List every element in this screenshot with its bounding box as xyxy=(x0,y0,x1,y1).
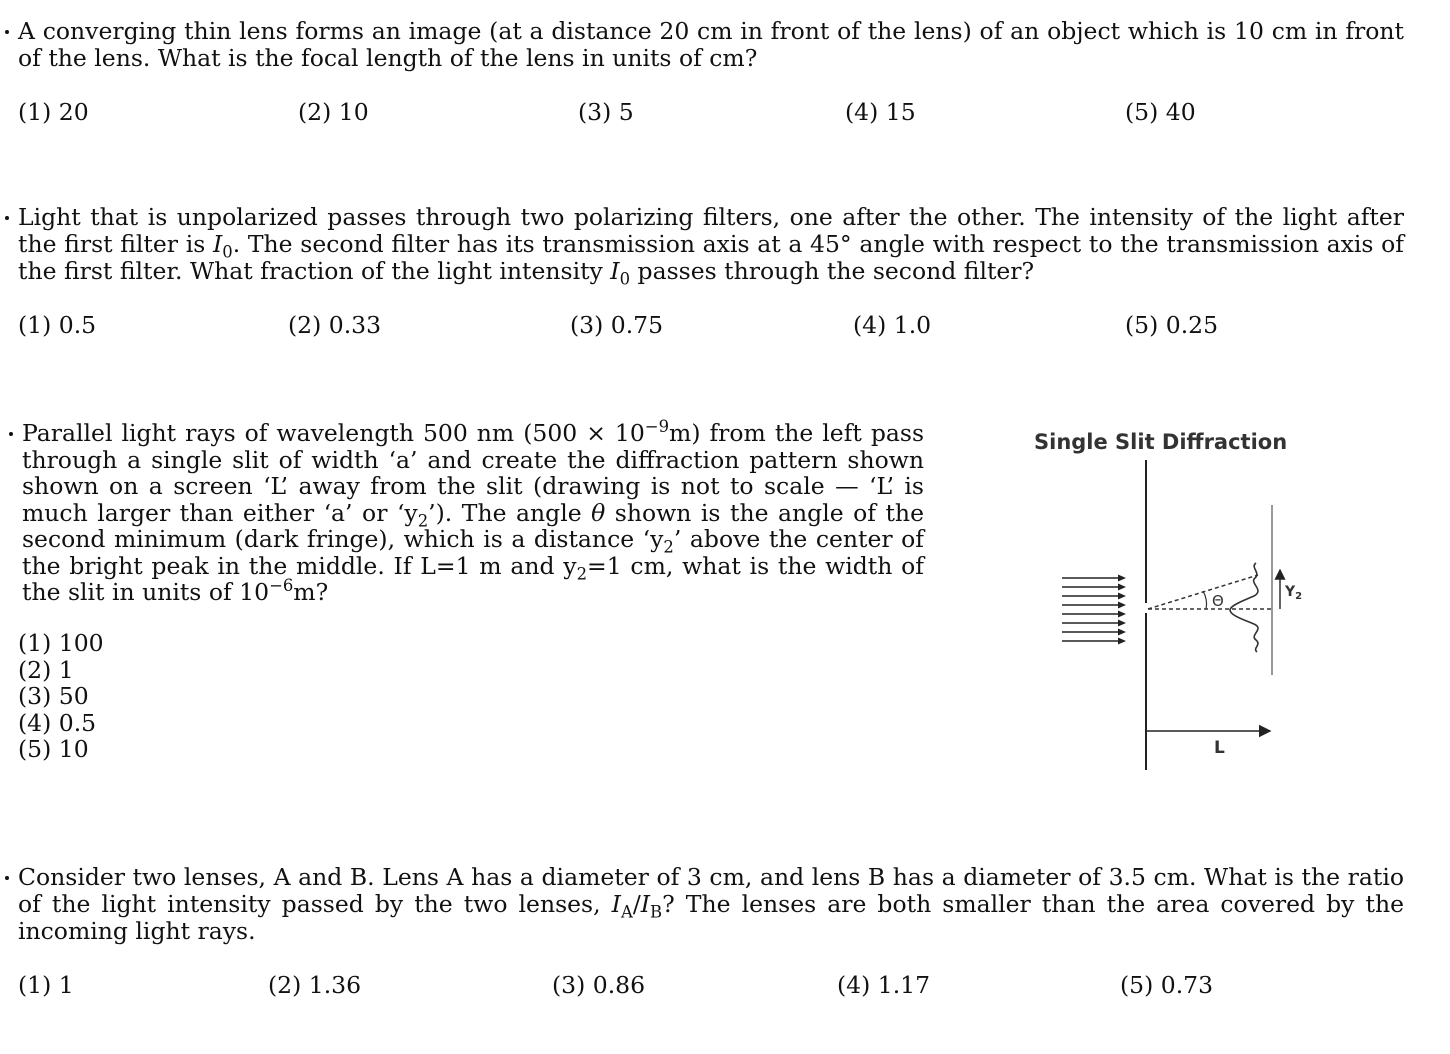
light-ray-arrowhead xyxy=(1118,593,1126,600)
question-1-option-5: (5) 40 xyxy=(1125,98,1196,126)
single-slit-diffraction-figure xyxy=(1020,420,1320,790)
question-2-text: Light that is unpolarized passes through two polarizing filters, one after the other. The intensity of the light after the first filter is $I_0$. The second filter has its transmission axis at a 45° angle with respect to the transmission axis of the first filter. What fraction of the light intensity $I_0$ passes through the second filter? xyxy=(18,203,1404,289)
question-3-option-3: (3) 50 xyxy=(18,682,89,710)
question-bullet xyxy=(5,216,9,220)
question-3-option-1: (1) 100 xyxy=(18,629,104,657)
question-2-option-3: (3) 0.75 xyxy=(570,311,664,339)
y2-label: $Y_2$ xyxy=(1285,584,1303,602)
question-1-option-4: (4) 15 xyxy=(845,98,916,126)
question-4-option-1: (1) 1 xyxy=(18,971,74,999)
l-label: L xyxy=(1214,738,1225,758)
light-ray-arrowhead xyxy=(1118,602,1126,609)
question-1-option-1: (1) 20 xyxy=(18,98,89,126)
question-3-option-2: (2) 1 xyxy=(18,655,74,684)
theta-arc xyxy=(1203,591,1207,609)
question-bullet xyxy=(5,30,9,34)
question-3-option-5: (5) 10 xyxy=(18,735,89,763)
light-ray-arrowhead xyxy=(1118,575,1126,582)
question-4-text: Consider two lenses, A and B. Lens A has a diameter of 3 cm, and lens B has a diameter of 3.5 cm. What is the ratio of the light intensity passed by the two lenses, $I_A/I_B$? The lenses are both smaller than the area covered by the incoming light rays. xyxy=(18,863,1405,945)
light-ray-arrowhead xyxy=(1118,611,1126,618)
light-ray-arrowhead xyxy=(1118,629,1126,636)
question-4-option-2: (2) 1.36 xyxy=(268,971,362,999)
question-2-option-4: (4) 1.0 xyxy=(853,311,932,339)
question-1-option-2: (2) 10 xyxy=(298,98,369,126)
question-4-option-3: (3) 0.86 xyxy=(552,971,646,999)
question-2-option-5: (5) 0.25 xyxy=(1125,311,1219,339)
theta-label: Θ xyxy=(1212,592,1224,610)
light-ray-arrowhead xyxy=(1118,638,1126,645)
question-3-option-4: (4) 0.5 xyxy=(18,708,97,737)
light-ray-arrowhead xyxy=(1118,584,1126,591)
question-3-options xyxy=(18,630,104,763)
question-4 xyxy=(18,864,1404,945)
question-4-option-4: (4) 1.17 xyxy=(837,971,931,999)
question-3 xyxy=(22,417,925,606)
intensity-pattern-curve xyxy=(1230,563,1258,652)
question-bullet xyxy=(9,432,13,436)
question-1-text: A converging thin lens forms an image (at a distance 20 cm in front of the lens) of an object which is 10 cm in front of the lens. What is the focal length of the lens in units of cm? xyxy=(18,17,1404,72)
diagram-title: Single Slit Diffraction xyxy=(1034,430,1288,454)
question-bullet xyxy=(5,876,9,880)
question-1-option-3: (3) 5 xyxy=(578,98,634,126)
question-4-option-5: (5) 0.73 xyxy=(1120,971,1214,999)
question-2-option-1: (1) 0.5 xyxy=(18,311,97,339)
question-2 xyxy=(18,203,1404,289)
incoming-light-rays xyxy=(1062,575,1126,645)
question-3-text: Parallel light rays of wavelength 500 nm $(500 \times 10^{-9}m)$ from the left pass through a single slit of width ‘a’ and create the diffraction pattern shown shown on a screen ‘L’ away from the slit (drawing is not to scale — ‘L’ is much larger than either ‘a’ or ‘$y_2$’). The angle θ shown is the angle of the second minimum (dark fringe), which is a distance ‘$y_2$’ above the center of the bright peak in the middle. If L=1 m and $y_2=1$ cm, what is the width of the slit in units of $10^{-6}m$? xyxy=(22,417,925,606)
question-2-option-2: (2) 0.33 xyxy=(288,311,382,339)
light-ray-arrowhead xyxy=(1118,620,1126,627)
question-1 xyxy=(18,18,1404,72)
